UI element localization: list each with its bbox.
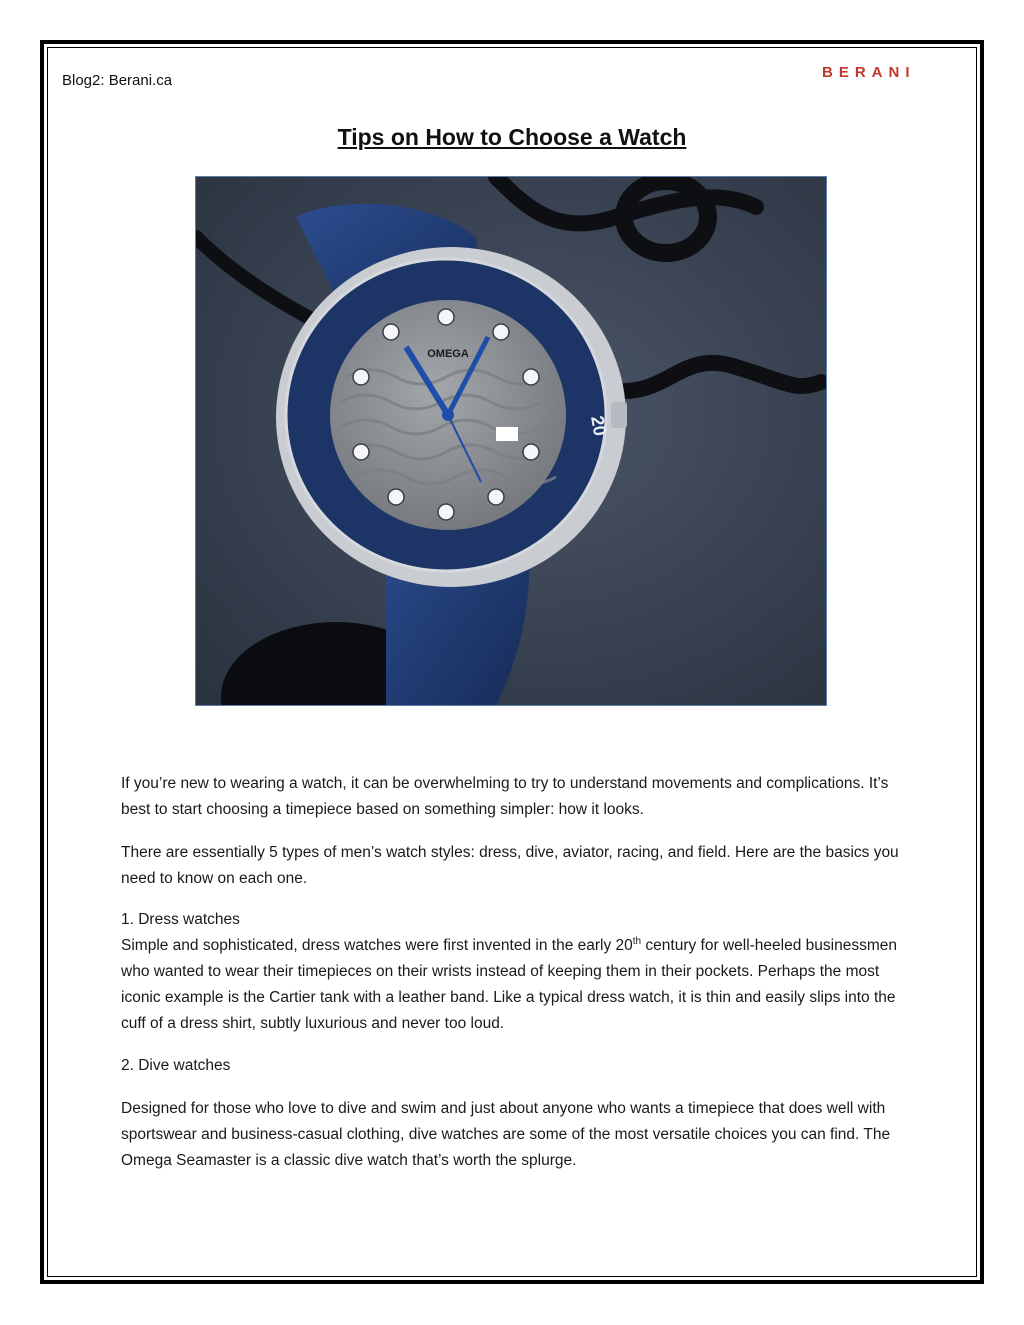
styles-paragraph: There are essentially 5 types of men’s watch styles: dress, dive, aviator, racing, and field. Here are the basics you need to know on each one. xyxy=(121,844,899,887)
berani-logo: BERANI xyxy=(822,64,916,81)
dive-watches-heading: 2. Dive watches xyxy=(121,1057,231,1074)
dive-watches-body: Designed for those who love to dive and swim and just about anyone who wants a timepiece that does well with sportswear and business-casual clothing, dive watches are some of the most versatile choices you can find. The Omega Seamaster is a classic dive watch that’s worth the splurge. xyxy=(121,1100,891,1169)
article-title: Tips on How to Choose a Watch xyxy=(337,124,687,150)
dress-watches-heading: 1. Dress watches xyxy=(121,911,240,928)
dress-watches-section xyxy=(121,907,903,1037)
bezel-number: 20 xyxy=(587,414,611,438)
watch-illustration xyxy=(196,177,826,705)
watch-photo xyxy=(195,176,827,706)
dial-brand: OMEGA xyxy=(427,348,469,360)
dress-watches-body: Simple and sophisticated, dress watches were first invented in the early 20th century for well-heeled businessmen who wanted to wear their timepieces on their wrists instead of keeping them in their pockets. Perhaps the most iconic example is the Cartier tank with a leather band. Like a typical dress watch, it is thin and easily slips into the cuff of a dress shirt, subtly luxurious and never too loud. xyxy=(121,935,897,1032)
intro-paragraph: If you’re new to wearing a watch, it can be overwhelming to try to understand movements and complications. It’s best to start choosing a timepiece based on something simpler: how it looks. xyxy=(121,775,889,818)
header-blog-label: Blog2: Berani.ca xyxy=(62,72,173,89)
